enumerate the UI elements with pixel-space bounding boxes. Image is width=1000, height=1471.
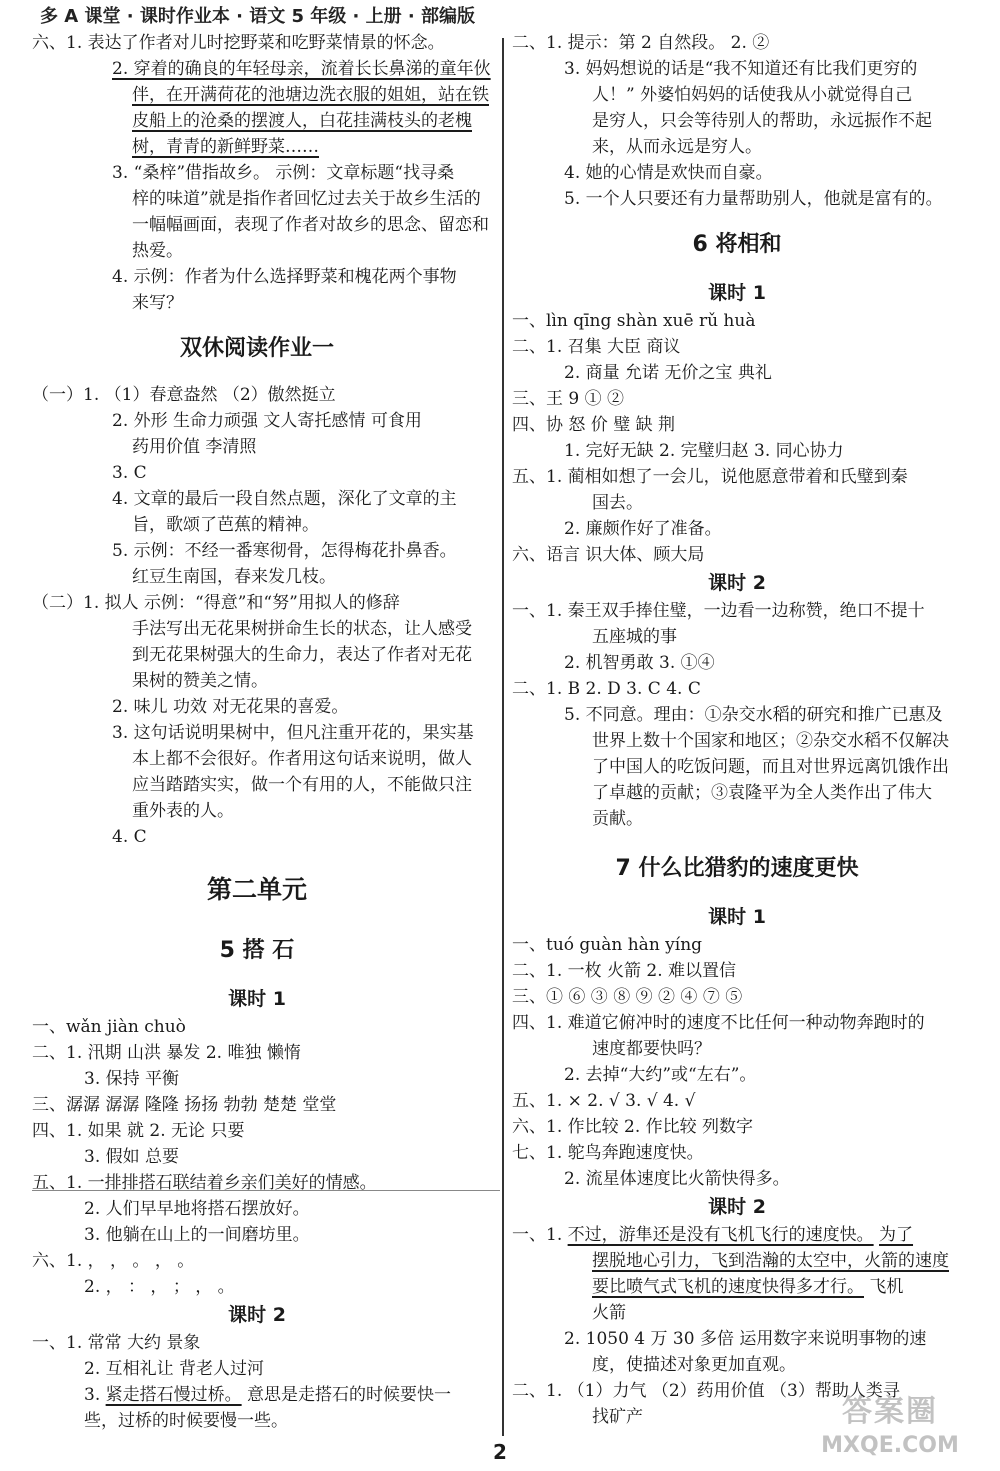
text-line: 一、tuó guàn hàn yíng: [512, 935, 703, 955]
period-heading: 课时 2: [228, 1304, 286, 1326]
text-line: 一、lìn qīng shàn xuē rǔ huà: [512, 311, 756, 331]
period-heading: 课时 2: [708, 1196, 766, 1218]
watermark-url: MXQE.COM: [821, 1433, 959, 1458]
text-line: （二）1. 拟人 示例：“得意”和“努”用拟人的修辞: [32, 593, 400, 613]
text-line: 四、协 怒 价 璧 缺 荆: [512, 415, 676, 435]
text-line: 五座城的事: [592, 627, 677, 647]
text-line: 二、1. 一枚 火箭 2. 难以置信: [512, 961, 737, 981]
text-line: 3. 这句话说明果树中，但凡注重开花的，果实基: [112, 723, 474, 743]
text-line: 2. 去掉“大约”或“左右”。: [564, 1065, 757, 1085]
text-line: 2. 互相礼让 背老人过河: [84, 1359, 265, 1379]
text-line: 五、1. 蔺相如想了一会儿，说他愿意带着和氏璧到秦: [512, 467, 908, 487]
text-line: 度，使描述对象更加直观。: [592, 1355, 796, 1375]
text-line: 2. 穿着的确良的年轻母亲，流着长长鼻涕的童年伙: [112, 59, 491, 79]
text-line: 5. 不同意。理由：①杂交水稻的研究和推广已惠及: [564, 705, 943, 725]
text-line: 四、1. 如果 就 2. 无论 只要: [32, 1121, 245, 1141]
text-run: 飞机: [864, 1277, 904, 1297]
text-line: 二、1. B 2. D 3. C 4. C: [512, 679, 701, 699]
text-line: 一、1. 常常 大约 景象: [32, 1333, 201, 1353]
unit-heading: 第二单元: [206, 875, 307, 904]
text-line: 七、1. 鸵鸟奔跑速度快。: [512, 1143, 704, 1163]
text-line: 3. “桑梓”借指故乡。 示例：文章标题“找寻桑: [112, 163, 455, 183]
text-line: [512, 1274, 962, 1300]
lesson-heading: 6 将相和: [692, 232, 782, 257]
text-line: 二、1. 汛期 山洪 暴发 2. 唯独 懒惰: [32, 1043, 301, 1063]
period-heading: 课时 2: [708, 572, 766, 594]
item-number: 一、1.: [512, 1225, 568, 1245]
text-line: 世界上数十个国家和地区；②杂交水稻不仅解决: [592, 731, 949, 751]
text-line: 4. C: [112, 827, 147, 847]
text-line: 人！” 外婆怕妈妈的话使我从小就觉得自己: [592, 85, 913, 105]
text-line: 2. 味儿 功效 对无花果的喜爱。: [112, 697, 349, 717]
text-line: 本上都不会很好。作者用这句话来说明，做人: [132, 749, 472, 769]
text-line: 2. 流星体速度比火箭快得多。: [564, 1169, 790, 1189]
text-line: 3. 保持 平衡: [84, 1069, 180, 1089]
text-line: 4. 示例：作者为什么选择野菜和槐花两个事物: [112, 267, 457, 287]
text-line: （一）1. （1）春意盎然 （2）傲然挺立: [32, 385, 336, 405]
period-heading: 课时 1: [708, 906, 766, 928]
text-line: 药用价值 李清照: [132, 437, 257, 457]
text-line: 2. 商量 允诺 无价之宝 典礼: [564, 363, 772, 383]
section-heading: 双休阅读作业一: [179, 336, 334, 361]
text-line: 三、王 9 ① ②: [512, 389, 625, 409]
text-line: 2. 1050 4 万 30 多倍 运用数字来说明事物的速: [564, 1329, 927, 1349]
text-line: 2. 人们早早地将搭石摆放好。: [84, 1199, 310, 1219]
text-line: 来，从而永远是穷人。: [592, 137, 762, 157]
text-line: 伴，在开满荷花的池塘边洗衣服的姐姐，站在铁: [132, 85, 489, 105]
text-line: 速度都要快吗？: [592, 1039, 711, 1059]
text-line: 了中国人的吃饭问题，而且对世界远离饥饿作出: [592, 757, 949, 777]
lesson-heading: 7 什么比猎豹的速度更快: [615, 856, 859, 881]
watermark-logo: [790, 1392, 990, 1468]
text-line: 二、1. 召集 大臣 商议: [512, 337, 681, 357]
text-line: 五、1. × 2. √ 3. √ 4. √: [512, 1091, 696, 1111]
text-run: 意思是走搭石的时候要快一: [241, 1385, 452, 1405]
text-line: [512, 1222, 962, 1248]
column-divider: [502, 38, 504, 1436]
text-line: 树，青青的新鲜野菜……: [132, 137, 319, 157]
text-line: 到无花果树强大的生命力，表达了作者对无花: [132, 645, 472, 665]
text-line: 手法写出无花果树拼命生长的状态，让人感受: [132, 619, 472, 639]
page-header: 多 A 课堂 · 课时作业本 · 语文 5 年级 · 上册 · 部编版: [40, 6, 476, 27]
left-column: [32, 30, 491, 1434]
period-heading: 课时 1: [228, 988, 286, 1010]
text-line: 六、1. ， ， 。 ， 。: [32, 1251, 195, 1271]
text-line: 5. 示例：不经一番寒彻骨，怎得梅花扑鼻香。: [112, 541, 457, 561]
text-line: 贡献。: [592, 809, 643, 829]
text-line: 了卓越的贡献；③袁隆平为全人类作出了伟大: [592, 783, 932, 803]
text-line: [32, 1382, 482, 1408]
text-line: 三、潺潺 潺潺 隆隆 扬扬 勃勃 楚楚 堂堂: [32, 1095, 337, 1115]
lesson-heading: 5 搭 石: [219, 938, 295, 963]
text-line: 果树的赞美之情。: [132, 671, 268, 691]
text-line: 3. 假如 总要: [84, 1147, 180, 1167]
underlined-answer: 紧走搭石慢过桥。: [105, 1385, 242, 1405]
right-column: [512, 30, 962, 1430]
text-line: 摆脱地心引力，飞到浩瀚的太空中，火箭的速度: [592, 1251, 949, 1271]
text-line: 4. 她的心情是欢快而自豪。: [564, 163, 773, 183]
text-line: 一、wǎn jiàn chuò: [32, 1017, 186, 1037]
text-line: 六、1. 表达了作者对儿时挖野菜和吃野菜情景的怀念。: [32, 33, 445, 53]
text-line: 3. 他躺在山上的一间磨坊里。: [84, 1225, 310, 1245]
period-heading: 课时 1: [708, 282, 766, 304]
text-line: 五、1. 一排排搭石联结着乡亲们美好的情感。: [32, 1173, 377, 1193]
item-number: 3.: [84, 1385, 106, 1405]
text-line: 热爱。: [132, 241, 183, 261]
text-line: 3. C: [112, 463, 147, 483]
horizontal-divider: [32, 1190, 500, 1191]
text-line: 应当踏踏实实，做一个有用的人，不能做只注: [132, 775, 472, 795]
text-line: 2. ， ： ， ； ， 。: [84, 1277, 235, 1297]
text-line: 四、1. 难道它俯冲时的速度不比任何一种动物奔跑时的: [512, 1013, 925, 1033]
underlined-answer: 为了: [879, 1225, 914, 1245]
underlined-answer: 不过，游隼还是没有飞机飞行的速度快。: [567, 1225, 874, 1245]
text-line: 梓的味道”就是指作者回忆过去关于故乡生活的: [132, 189, 481, 209]
text-line: 一、1. 秦王双手捧住璧，一边看一边称赞，绝口不提十: [512, 601, 925, 621]
text-line: 2. 外形 生命力顽强 文人寄托感情 可食用: [112, 411, 422, 431]
watermark-text: 答案圈: [842, 1394, 938, 1429]
text-line: 火箭: [592, 1303, 626, 1323]
text-line: 二、1. 提示：第 2 自然段。 2. ②: [512, 33, 770, 53]
page-number: 2: [493, 1440, 507, 1464]
text-line: 5. 一个人只要还有力量帮助别人，他就是富有的。: [564, 189, 943, 209]
text-line: 是穷人，只会等待别人的帮助，永远振作不起: [592, 111, 932, 131]
text-line: 一幅幅画面，表现了作者对故乡的思念、留恋和: [132, 215, 489, 235]
text-line: 3. 妈妈想说的话是“我不知道还有比我们更穷的: [564, 59, 918, 79]
text-line: 国去。: [592, 493, 643, 513]
text-line: 红豆生南国，春来发几枝。: [132, 567, 336, 587]
text-line: 找矿产: [592, 1407, 643, 1427]
text-line: 4. 文章的最后一段自然点题，深化了文章的主: [112, 489, 457, 509]
text-line: 三、① ⑥ ③ ⑧ ⑨ ② ④ ⑦ ⑤: [512, 987, 743, 1007]
text-line: 旨，歌颂了芭蕉的精神。: [132, 515, 319, 535]
text-line: 来写？: [132, 293, 183, 313]
text-line: 皮船上的沧桑的摆渡人，白花挂满枝头的老槐: [132, 111, 472, 131]
text-line: 些，过桥的时候要慢一些。: [84, 1411, 288, 1431]
text-line: 2. 机智勇敢 3. ①④: [564, 653, 715, 673]
text-line: 1. 完好无缺 2. 完璧归赵 3. 同心协力: [564, 441, 844, 461]
text-line: 重外表的人。: [132, 801, 234, 821]
text-line: 2. 廉颇作好了准备。: [564, 519, 722, 539]
text-line: 六、1. 作比较 2. 作比较 列数字: [512, 1117, 754, 1137]
underlined-answer: 要比喷气式飞机的速度快得多才行。: [592, 1277, 864, 1297]
text-line: 六、语言 识大体、顾大局: [512, 545, 705, 565]
text-line: 二、1. （1）力气 （2）药用价值 （3）帮助人类寻: [512, 1381, 900, 1401]
